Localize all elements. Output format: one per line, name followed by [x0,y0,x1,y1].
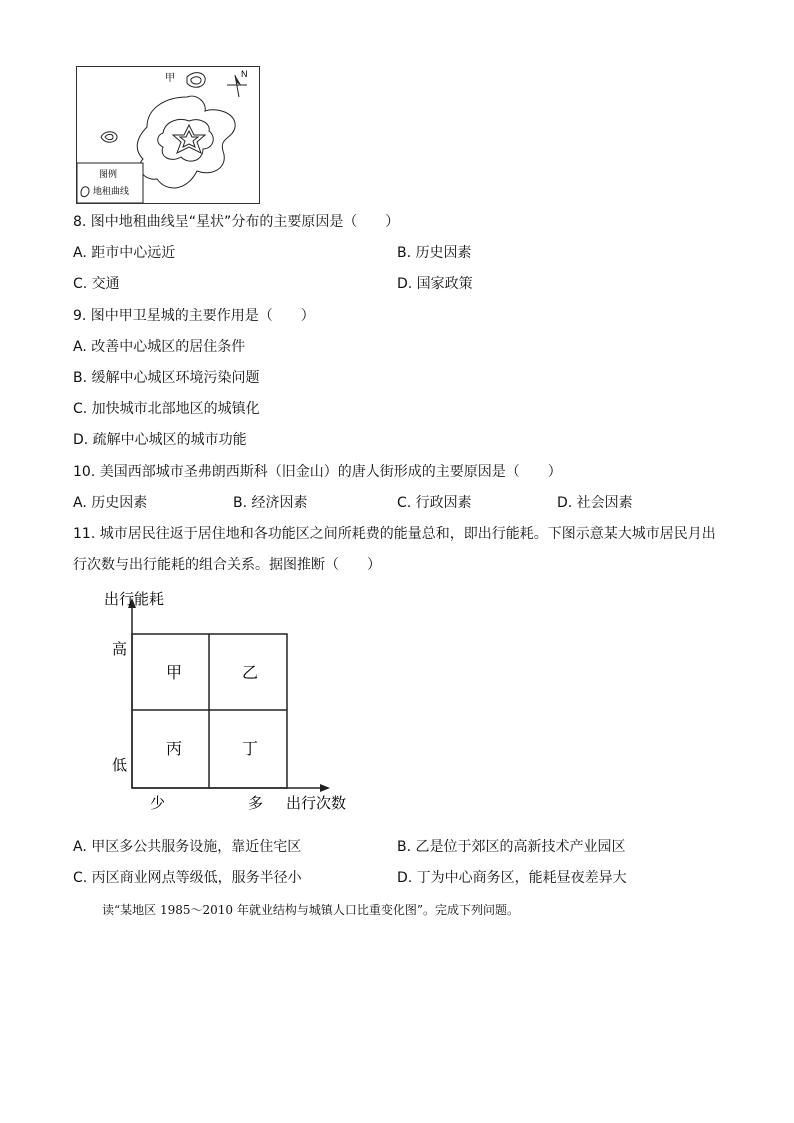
y-axis-high-label: 高 [112,640,128,658]
q11-option-a: A. 甲区多公共服务设施，靠近住宅区 [73,839,302,855]
q8-stem: 8. 图中地租曲线呈“星状”分布的主要原因是（ ） [73,214,400,230]
cell-label-ding: 丁 [242,739,259,758]
q11-option-c: C. 丙区商业网点等级低，服务半径小 [73,870,302,886]
north-label: N [241,69,248,79]
west-contour [101,132,117,143]
city-contour-star [173,125,205,153]
x-axis-high-label: 多 [248,794,264,812]
q9-option-c: C. 加快城市北部地区的城镇化 [73,401,260,417]
city-contour-outer [137,96,235,188]
x-axis-title: 出行次数 [286,794,347,812]
legend-item-label: 地租曲线 [93,187,130,197]
trip-energy-grid-svg [90,588,370,818]
q9-stem: 9. 图中甲卫星城的主要作用是（ ） [73,308,315,324]
cell-label-yi: 乙 [242,663,259,682]
q10-stem: 10. 美国西部城市圣弗朗西斯科（旧金山）的唐人街形成的主要原因是（ ） [73,464,562,480]
x-axis-low-label: 少 [150,794,166,812]
q11-stem-line2: 行次数与出行能耗的组合关系。据图推断（ ） [73,557,381,573]
city-contour-middle [158,120,214,162]
q11-option-d: D. 丁为中心商务区，能耗昼夜差异大 [397,870,627,886]
city-contour-star-inner [180,131,198,147]
q10-option-d: D. 社会因素 [557,495,633,511]
q11-stem-line1: 11. 城市居民往返于居住地和各功能区之间所耗费的能量总和，即出行能耗。下图示意某大城市居民月出 [73,526,716,542]
q11-option-b: B. 乙是位于郊区的高新技术产业园区 [397,839,626,855]
legend-box [77,163,143,203]
q9-option-d: D. 疏解中心城区的城市功能 [73,432,247,448]
satellite-label-jia: 甲 [165,73,175,84]
rent-contour-map [76,66,260,204]
q8-option-a: A. 距市中心远近 [73,245,176,261]
q10-option-b: B. 经济因素 [233,495,308,511]
q9-option-b: B. 缓解中心城区环境污染问题 [73,370,260,386]
legend-title: 图例 [99,170,118,180]
q8-option-d: D. 国家政策 [397,276,473,292]
satellite-contour-outer [187,73,205,88]
north-arrow-line [235,75,239,97]
cell-label-jia: 甲 [166,663,183,682]
trip-energy-grid-figure [90,588,370,818]
cell-label-bing: 丙 [166,739,183,758]
west-contour-inner [105,134,113,139]
y-axis-low-label: 低 [112,756,128,774]
q9-option-a: A. 改善中心城区的居住条件 [73,339,246,355]
q8-option-b: B. 历史因素 [397,245,472,261]
satellite-contour-inner [191,77,201,84]
y-axis-title: 出行能耗 [104,590,165,608]
contour-map-svg [77,67,259,203]
q10-option-c: C. 行政因素 [397,495,472,511]
x-axis-arrow-icon [320,784,330,792]
q8-option-c: C. 交通 [73,276,120,292]
reading-instruction: 读“某地区 1985～2010 年就业结构与城镇人口比重变化图”。完成下列问题。 [102,903,519,917]
q10-option-a: A. 历史因素 [73,495,148,511]
